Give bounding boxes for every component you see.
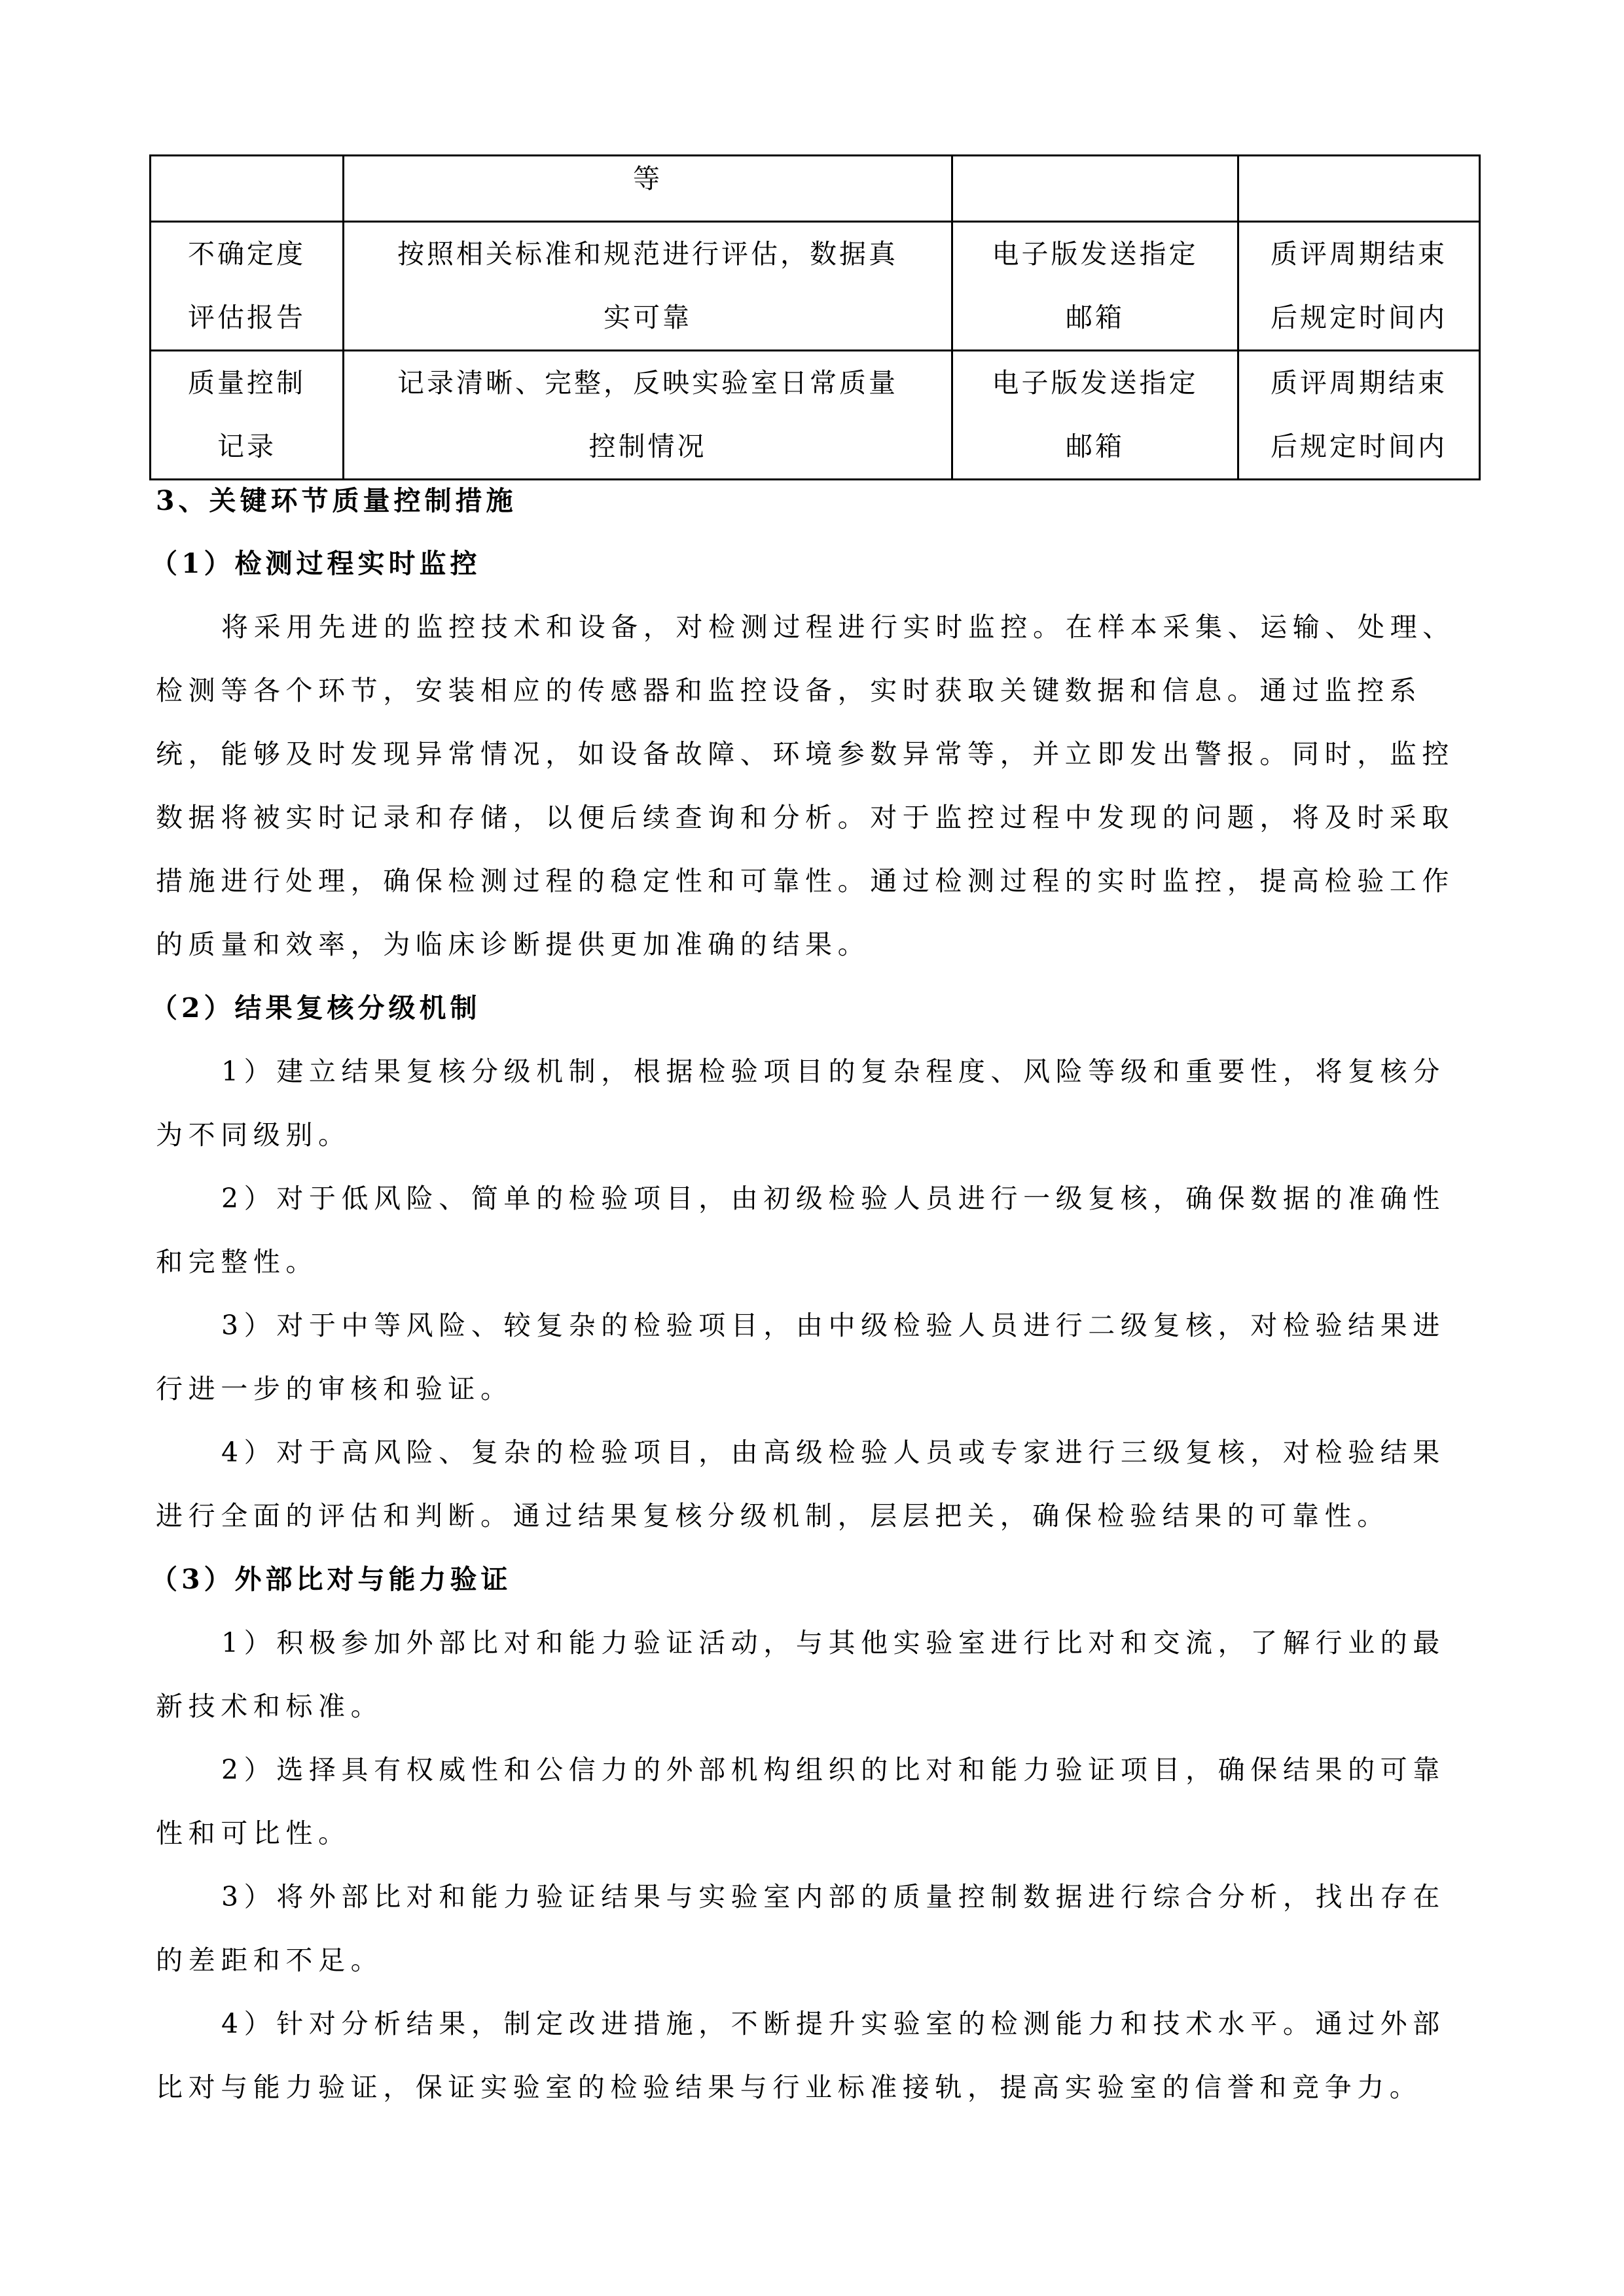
paragraph-line: 将采用先进的监控技术和设备，对检测过程进行实时监控。在样本采集、运输、处理、 [221, 611, 1455, 643]
paragraph [156, 596, 1477, 977]
paragraph-line: 1）积极参加外部比对和能力验证活动，与其他实验室进行比对和交流，了解行业的最 [221, 1627, 1445, 1659]
paragraph-line: 1）建立结果复核分级机制，根据检验项目的复杂程度、风险等级和重要性，将复核分 [221, 1056, 1445, 1087]
paragraph-line: 2）选择具有权威性和公信力的外部机构组织的比对和能力验证项目，确保结果的可靠 [221, 1754, 1445, 1785]
table-row [151, 156, 1480, 222]
table-cell-deadline [1238, 156, 1480, 222]
paragraph-line: 新技术和标准。 [156, 1691, 384, 1722]
paragraph-line: 4）针对分析结果，制定改进措施，不断提升实验室的检测能力和技术水平。通过外部 [221, 2008, 1445, 2039]
table-cell-submission: 电子版发送指定 邮箱 [952, 351, 1238, 480]
paragraph-line: 2）对于低风险、简单的检验项目，由初级检验人员进行一级复核，确保数据的准确性 [221, 1183, 1445, 1214]
subsection-heading: （1）检测过程实时监控 [151, 548, 481, 579]
paragraph-line: 为不同级别。 [156, 1119, 351, 1151]
deliverables-table [149, 154, 1481, 480]
paragraph-line: 性和可比性。 [156, 1818, 351, 1849]
table-cell-item: 质量控制 记录 [151, 351, 344, 480]
subsection-heading: （2）结果复核分级机制 [151, 992, 481, 1024]
table-cell-item [151, 156, 344, 222]
section-heading: 3、关键环节质量控制措施 [156, 485, 517, 516]
table-row [151, 351, 1480, 480]
paragraph-line: 统，能够及时发现异常情况，如设备故障、环境参数异常等，并立即发出警报。同时，监控 [156, 738, 1454, 770]
table-row [151, 222, 1480, 351]
paragraph-line: 比对与能力验证，保证实验室的检验结果与行业标准接轨，提高实验室的信誉和竞争力。 [156, 2072, 1422, 2103]
paragraph-line: 的质量和效率，为临床诊断提供更加准确的结果。 [156, 929, 871, 960]
table-cell-submission: 电子版发送指定 邮箱 [952, 222, 1238, 351]
paragraph-line: 和完整性。 [156, 1246, 318, 1278]
paragraph-line: 进行全面的评估和判断。通过结果复核分级机制，层层把关，确保检验结果的可靠性。 [156, 1500, 1390, 1532]
section-body [151, 470, 1477, 2119]
paragraph [156, 1738, 1477, 1865]
table-cell-requirement: 等 [344, 156, 952, 222]
paragraph-line: 数据将被实时记录和存储，以便后续查询和分析。对于监控过程中发现的问题，将及时采取 [156, 802, 1454, 833]
paragraph [156, 1992, 1477, 2119]
paragraph-line: 3）将外部比对和能力验证结果与实验室内部的质量控制数据进行综合分析，找出存在 [221, 1881, 1445, 1912]
paragraph-line: 行进一步的审核和验证。 [156, 1373, 513, 1405]
paragraph-line: 检测等各个环节，安装相应的传感器和监控设备，实时获取关键数据和信息。通过监控系 [156, 675, 1422, 706]
table-cell-submission [952, 156, 1238, 222]
paragraph [156, 1611, 1477, 1738]
paragraph-line: 的差距和不足。 [156, 1945, 384, 1976]
table-cell-item: 不确定度 评估报告 [151, 222, 344, 351]
table-cell-deadline: 质评周期结束 后规定时间内 [1238, 222, 1480, 351]
table-cell-requirement: 记录清晰、完整，反映实验室日常质量 控制情况 [344, 351, 952, 480]
subsection-heading: （3）外部比对与能力验证 [151, 1564, 512, 1595]
paragraph [156, 1167, 1477, 1294]
table-cell-requirement: 按照相关标准和规范进行评估，数据真 实可靠 [344, 222, 952, 351]
paragraph-line: 4）对于高风险、复杂的检验项目，由高级检验人员或专家进行三级复核，对检验结果 [221, 1437, 1445, 1468]
paragraph-line: 措施进行处理，确保检测过程的稳定性和可靠性。通过检测过程的实时监控，提高检验工作 [156, 865, 1454, 897]
paragraph [156, 1040, 1477, 1167]
paragraph [156, 1294, 1477, 1421]
paragraph [156, 1865, 1477, 1992]
table-cell-deadline: 质评周期结束 后规定时间内 [1238, 351, 1480, 480]
paragraph [156, 1421, 1477, 1548]
paragraph-line: 3）对于中等风险、较复杂的检验项目，由中级检验人员进行二级复核，对检验结果进 [221, 1310, 1445, 1341]
